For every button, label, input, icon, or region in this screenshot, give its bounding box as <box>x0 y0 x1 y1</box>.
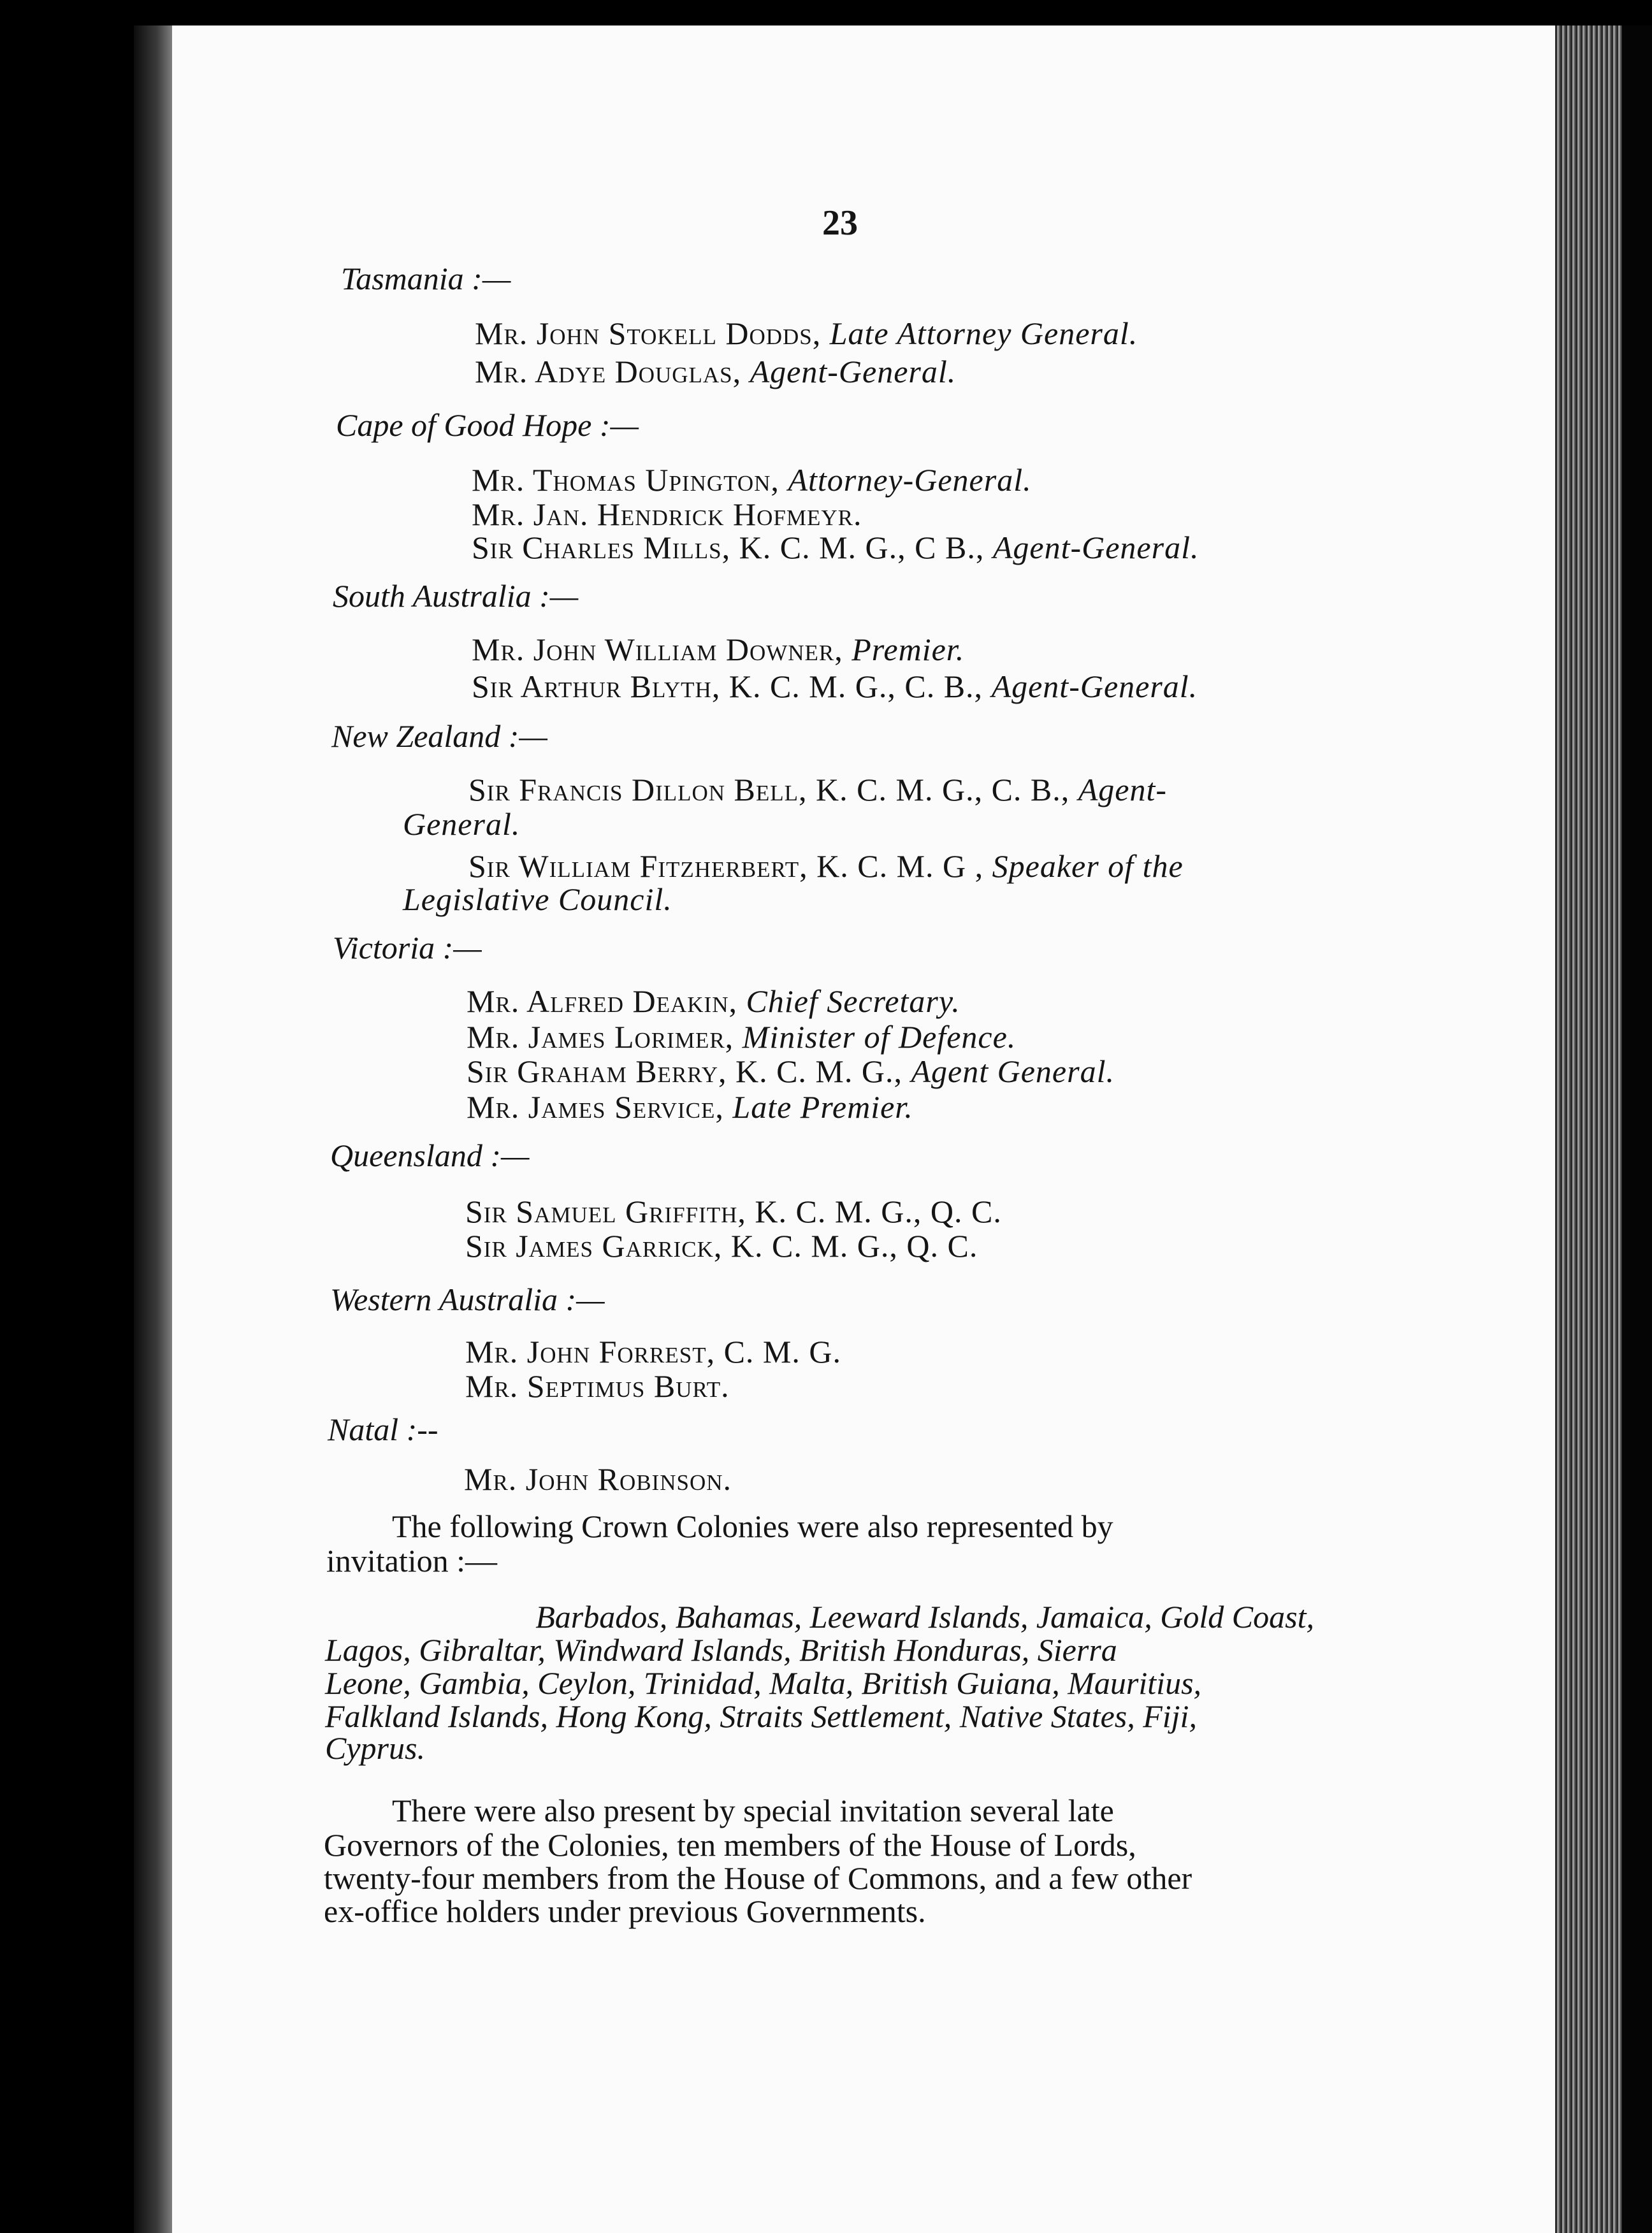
entry-continuation: General. <box>403 806 521 842</box>
colonies-line: Lagos, Gibraltar, Windward Islands, British Honduras, Sierra <box>325 1632 1117 1668</box>
section-heading-new-zealand: New Zealand :— <box>331 718 547 754</box>
entry-line <box>467 1053 1115 1090</box>
section-heading-victoria: Victoria :— <box>333 930 482 965</box>
entry-line <box>465 1368 730 1405</box>
entry-line <box>465 1227 978 1264</box>
paragraph-line: ex-office holders under previous Governments. <box>324 1893 926 1929</box>
person-name: Mr. Alfred Deakin, <box>467 983 737 1019</box>
person-name: Mr. Adye Douglas, <box>475 354 742 389</box>
paragraph-line: invitation :— <box>326 1543 498 1579</box>
person-role: Late Attorney General. <box>829 315 1138 351</box>
person-role: Attorney-General. <box>788 462 1032 498</box>
section-heading-western-australia: Western Australia :— <box>330 1282 605 1317</box>
paragraph-line: There were also present by special invitation several late <box>392 1793 1114 1828</box>
person-role: Agent- <box>1078 772 1168 807</box>
person-role: Agent-General. <box>991 668 1198 704</box>
person-name: Mr. John Forrest, C. M. G. <box>465 1334 842 1369</box>
entry-line <box>472 461 1032 498</box>
section-heading-south-australia: South Australia :— <box>333 578 579 614</box>
person-name: Mr. James Lorimer, <box>467 1019 734 1055</box>
entry-line <box>468 771 1167 808</box>
paragraph-line: twenty-four members from the House of Commons, and a few other <box>324 1860 1192 1896</box>
person-name: Sir Charles Mills, K. C. M. G., C B., <box>472 530 985 565</box>
entry-continuation: Legislative Council. <box>403 881 672 917</box>
entry-line <box>475 315 1138 352</box>
person-role: Agent-General. <box>750 354 957 389</box>
paragraph-line: The following Crown Colonies were also represented by <box>392 1508 1113 1544</box>
entry-line <box>467 983 960 1020</box>
entry-line <box>465 1193 1002 1230</box>
entry-line <box>467 1018 1016 1055</box>
section-heading-cape: Cape of Good Hope :— <box>336 407 639 443</box>
entry-line <box>475 353 956 390</box>
person-name: Sir Arthur Blyth, K. C. M. G., C. B., <box>472 668 983 704</box>
person-name: Mr. John Stokell Dodds, <box>475 315 822 351</box>
person-role: Speaker of the <box>992 848 1184 884</box>
colonies-line: Cyprus. <box>325 1730 425 1766</box>
person-role: Late Premier. <box>732 1089 913 1125</box>
person-role: Minister of Defence. <box>742 1019 1017 1055</box>
entry-line <box>472 668 1198 705</box>
person-name: Sir William Fitzherbert, K. C. M. G , <box>468 848 984 884</box>
person-name: Sir Graham Berry, K. C. M. G., <box>467 1053 902 1089</box>
person-name: Mr. Thomas Upington, <box>472 462 779 498</box>
person-role: Premier. <box>851 632 965 667</box>
entry-line <box>465 1333 841 1370</box>
person-name: Mr. John William Downer, <box>472 632 843 667</box>
section-heading-tasmania: Tasmania :— <box>341 261 511 296</box>
entry-line <box>472 496 862 533</box>
person-role: Agent General. <box>911 1053 1115 1089</box>
section-heading-queensland: Queensland :— <box>330 1138 530 1173</box>
entry-line <box>464 1461 732 1498</box>
paragraph-line: Governors of the Colonies, ten members of the House of Lords, <box>324 1827 1136 1863</box>
colonies-line: Falkland Islands, Hong Kong, Straits Settlement, Native States, Fiji, <box>325 1698 1197 1734</box>
entry-line <box>468 848 1184 885</box>
person-role: Agent-General. <box>992 530 1199 565</box>
person-name: Mr. Septimus Burt. <box>465 1368 730 1404</box>
scan-top-border <box>0 0 1652 25</box>
person-name: Mr. Jan. Hendrick Hofmeyr. <box>472 496 862 532</box>
entry-line <box>467 1088 913 1125</box>
page-number: 23 <box>822 203 858 243</box>
colonies-line: Barbados, Bahamas, Leeward Islands, Jamaica, Gold Coast, <box>535 1599 1314 1635</box>
person-role: Chief Secretary. <box>746 983 960 1019</box>
person-name: Mr. John Robinson. <box>464 1461 732 1497</box>
person-name: Sir James Garrick, K. C. M. G., Q. C. <box>465 1228 978 1264</box>
entry-line <box>472 631 964 668</box>
person-name: Mr. James Service, <box>467 1089 724 1125</box>
section-heading-natal: Natal :-- <box>328 1412 438 1447</box>
entry-line <box>472 529 1199 566</box>
person-name: Sir Samuel Griffith, K. C. M. G., Q. C. <box>465 1194 1002 1229</box>
colonies-line: Leone, Gambia, Ceylon, Trinidad, Malta, British Guiana, Mauritius, <box>325 1665 1202 1701</box>
scan-right-border <box>1622 25 1652 2233</box>
person-name: Sir Francis Dillon Bell, K. C. M. G., C. B., <box>468 772 1070 807</box>
